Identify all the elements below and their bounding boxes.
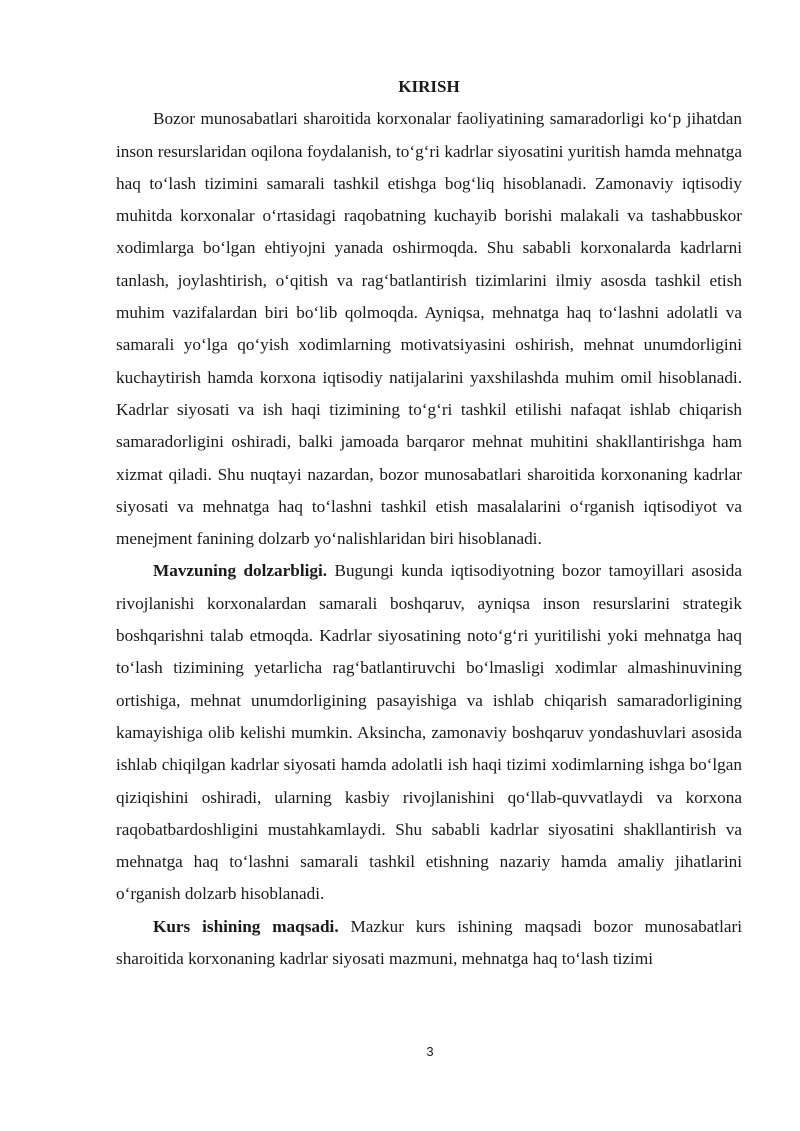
goal-heading: Kurs ishining maqsadi. [153,916,339,936]
page-number: 3 [426,1044,434,1059]
intro-paragraph [116,103,742,555]
relevance-paragraph [116,555,742,910]
intro-paragraph-text: Bozor munosabatlari sharoitida korxonalar faoliyatining samaradorligi ko‘p jihatdan inson resurslaridan oqilona foydalanish, to‘g‘ri kadrlar siyosatini yuritish hamda mehnatga haq to‘lash tizimini samarali tashkil etishga bog‘liq hisoblanadi. Zamonaviy iqtisodiy muhitda korxonalar o‘rtasidagi raqobatning kuchayib borishi malakali va tashabbuskor xodimlarga bo‘lgan ehtiyojni yanada oshirmoqda. Shu sababli korxonalarda kadrlarni tanlash, joylashtirish, o‘qitish va rag‘batlantirish tizimlarini ilmiy asosda tashkil etish muhim vazifalardan biri bo‘lib qolmoqda. Ayniqsa, mehnatga haq to‘lashni adolatli va samarali yo‘lga qo‘yish xodimlarning motivatsiyasini oshirish, mehnat unumdorligini kuchaytirish hamda korxona iqtisodiy natijalarini yaxshilashda muhim omil hisoblanadi. Kadrlar siyosati va ish haqi tizimining to‘g‘ri tashkil etilishi nafaqat ishlab chiqarish samaradorligini oshiradi, balki jamoada barqaror mehnat muhitini shakllantirishga ham xizmat qiladi. Shu nuqtayi nazardan, bozor munosabatlari sharoitida korxonaning kadrlar siyosati va mehnatga haq to‘lashni tashkil etish masalalarini o‘rganish iqtisodiyot va menejment fanining dolzarb yo‘nalishlaridan biri hisoblanadi. [116,109,742,549]
section-title: KIRISH [398,77,460,96]
document-page [116,68,742,975]
goal-paragraph-text: Mazkur kurs ishining maqsadi bozor munosabatlari sharoitida korxonaning kadrlar siyosati mazmuni, mehnatga haq to‘lash tizimi [116,916,742,969]
relevance-paragraph-text: Bugungi kunda iqtisodiyotning bozor tamoyillari asosida rivojlanishi korxonalardan samarali boshqaruv, ayniqsa inson resurslarini strategik boshqarishni talab etmoqda. Kadrlar siyosatining noto‘g‘ri yuritilishi yoki mehnatga haq to‘lash tizimining yetarlicha rag‘batlantiruvchi bo‘lmasligi xodimlar almashinuvining ortishiga, mehnat unumdorligining pasayishiga va ishlab chiqarish samaradorligining kamayishiga olib kelishi mumkin. Aksincha, zamonaviy boshqaruv yondashuvlari asosida ishlab chiqilgan kadrlar siyosati hamda adolatli ish haqi tizimi xodimlarning ishga bo‘lgan qiziqishini oshiradi, ularning kasbiy rivojlanishini qo‘llab-quvvatlaydi va korxona raqobatbardoshligini mustahkamlaydi. Shu sababli kadrlar siyosatini shakllantirish va mehnatga haq to‘lashni samarali tashkil etishning nazariy hamda amaliy jihatlarini o‘rganish dolzarb hisoblanadi. [116,561,742,904]
goal-paragraph [116,911,742,976]
relevance-heading: Mavzuning dolzarbligi. [153,561,328,581]
